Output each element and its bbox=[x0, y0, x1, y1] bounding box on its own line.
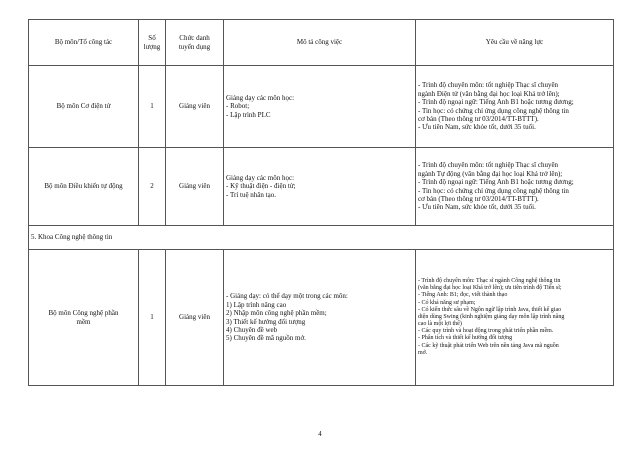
header-qty bbox=[139, 20, 166, 66]
row3-dept-line1: Bộ môn Công nghệ phần bbox=[48, 309, 119, 318]
row1-req bbox=[416, 66, 614, 148]
row3-desc-line: - Giảng dạy: có thể dạy một trong các môn: bbox=[226, 292, 348, 301]
table-row bbox=[29, 250, 614, 386]
header-title bbox=[166, 20, 224, 66]
row1-dept: Bộ môn Cơ điện tử bbox=[29, 66, 139, 148]
row1-qty: 1 bbox=[139, 66, 166, 148]
row1-title: Giảng viên bbox=[166, 66, 224, 148]
row2-req-line: - Ưu tiên Nam, sức khỏe tốt, dưới 35 tuổi. bbox=[418, 203, 536, 212]
row3-desc-line: 4) Chuyên đề web bbox=[226, 325, 278, 334]
row3-req-line: - Các kỹ thuật phát triển Web trên nền tảng Java mã nguồn bbox=[418, 342, 559, 349]
table-row bbox=[29, 66, 614, 148]
row3-qty: 1 bbox=[139, 250, 166, 386]
page-number: 4 bbox=[318, 430, 322, 438]
row2-dept: Bộ môn Điều khiển tự động bbox=[29, 148, 139, 226]
row2-qty: 2 bbox=[139, 148, 166, 226]
row1-req-line: cơ bản (Theo thông tư 03/2014/TT-BTTT). bbox=[418, 114, 539, 123]
section-row bbox=[29, 226, 614, 250]
row3-req-line: (văn bằng đại học loại Khá trở lên); ưu tiên trình độ Tiến sĩ; bbox=[418, 285, 562, 292]
row2-desc bbox=[224, 148, 416, 226]
table-header-row bbox=[29, 20, 614, 66]
header-title-line1: Chức danh bbox=[179, 34, 210, 43]
row1-desc-line: - Robot; bbox=[226, 102, 250, 111]
row3-desc-line: 3) Thiết kế hướng đối tượng bbox=[226, 317, 306, 326]
row1-desc-line: - Lập trình PLC bbox=[226, 110, 271, 119]
row3-title: Giảng viên bbox=[166, 250, 224, 386]
row3-req-line: - Tiếng Anh: B1; đọc, viết thành thạo bbox=[418, 292, 508, 299]
row3-req-line: - Có khả năng sư phạm; bbox=[418, 299, 476, 306]
row2-desc-line: Giảng dạy các môn học: bbox=[226, 173, 295, 182]
header-qty-line2: lượng bbox=[143, 42, 161, 51]
row3-desc-line: 5) Chuyên đề mã nguồn mở. bbox=[226, 334, 306, 343]
row1-req-line: - Trình độ chuyên môn: tốt nghiệp Thạc sĩ chuyên bbox=[418, 81, 559, 90]
row1-req-line: - Ưu tiên Nam, sức khỏe tốt, dưới 35 tuổi. bbox=[418, 123, 536, 132]
row1-desc bbox=[224, 66, 416, 148]
row3-req-line: cao là một lợi thế) bbox=[418, 321, 462, 328]
row3-dept-line2: mềm bbox=[76, 317, 91, 326]
row3-dept bbox=[29, 250, 139, 386]
row3-req-line: - Có kiến thức sâu về Ngôn ngữ lập trình Java, thiết kế giao bbox=[418, 306, 562, 313]
row2-req bbox=[416, 148, 614, 226]
row3-desc bbox=[224, 250, 416, 386]
row3-req bbox=[416, 250, 614, 386]
header-desc: Mô tả công việc bbox=[224, 20, 416, 66]
header-title-line2: tuyển dụng bbox=[178, 42, 211, 51]
header-req: Yêu cầu về năng lực bbox=[416, 20, 614, 66]
row2-title: Giảng viên bbox=[166, 148, 224, 226]
row2-desc-line: - Kỹ thuật điện - điện tử; bbox=[226, 182, 296, 191]
row3-req-line: diện dùng Swing (kinh nghiệm giảng dạy môn lập trình nâng bbox=[418, 313, 565, 320]
row2-req-line: - Trình độ chuyên môn: tốt nghiệp Thạc sĩ chuyên bbox=[418, 161, 559, 170]
row2-req-line: cơ bản (Theo thông tư 03/2014/TT-BTTT). bbox=[418, 194, 539, 203]
row3-req-line: - Phân tích và thiết kế hướng đối tượng bbox=[418, 335, 513, 342]
row2-req-line: - Trình độ ngoại ngữ: Tiếng Anh B1 hoặc tương đương; bbox=[418, 178, 574, 187]
row3-req-line: mở. bbox=[418, 349, 428, 356]
row2-desc-line: - Trí tuệ nhân tạo. bbox=[226, 190, 276, 199]
row1-req-line: - Trình độ ngoại ngữ: Tiếng Anh B1 hoặc tương đương; bbox=[418, 98, 574, 107]
row1-desc-line: Giảng dạy các môn học: bbox=[226, 93, 295, 102]
row3-desc-line: 2) Nhập môn công nghệ phần mềm; bbox=[226, 309, 327, 318]
recruitment-table bbox=[28, 19, 614, 386]
row3-desc-line: 1) Lập trình nâng cao bbox=[226, 300, 287, 309]
header-qty-line1: Số bbox=[148, 34, 156, 43]
row3-req-line: - Trình độ chuyên môn: Thạc sĩ ngành Công nghệ thông tin bbox=[418, 277, 561, 284]
header-dept: Bộ môn/Tổ công tác bbox=[29, 20, 139, 66]
section-heading: 5. Khoa Công nghệ thông tin bbox=[29, 226, 614, 250]
table-row bbox=[29, 148, 614, 226]
row1-req-line: - Tin học: có chứng chỉ ứng dụng công nghệ thông tin bbox=[418, 106, 569, 115]
row2-req-line: - Tin học: có chứng chỉ ứng dụng công nghệ thông tin bbox=[418, 186, 569, 195]
row3-req-line: - Các quy trình và hoạt động trong phát triển phần mềm. bbox=[418, 328, 554, 335]
row1-req-line: ngành Điện tử (văn bằng đại học loại Khá trở lên); bbox=[418, 89, 560, 98]
row2-req-line: ngành Tự động (văn bằng đại học loại Khá trở lên); bbox=[418, 169, 563, 178]
